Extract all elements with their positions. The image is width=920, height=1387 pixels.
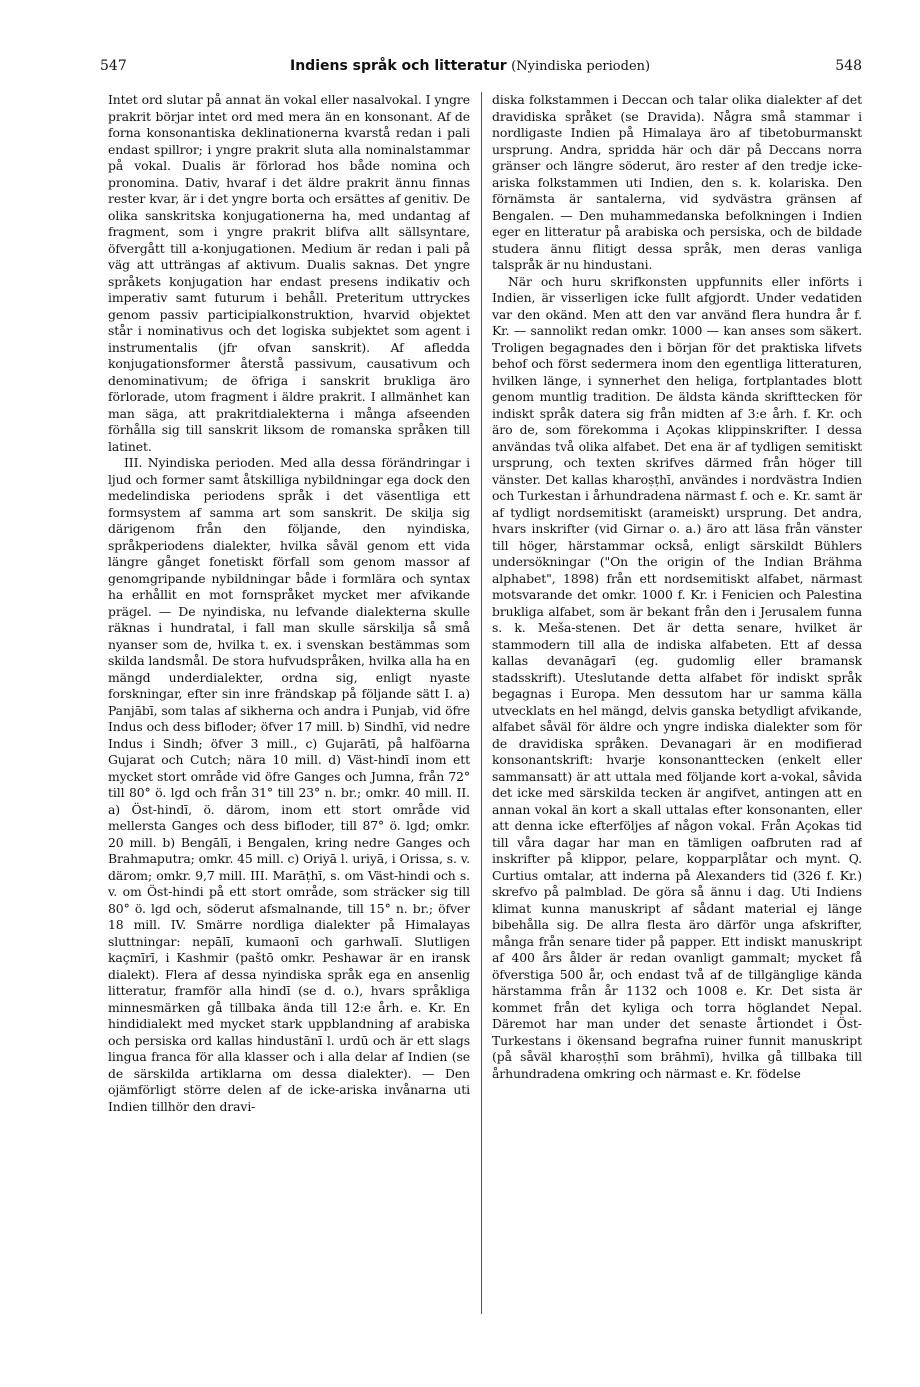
paragraph-prakrit-grammar: Intet ord slutar på annat än vokal eller nasalvokal. I yngre prakrit börjar intet ord med mera än en konsonant. Af de forna konsonantiska deklinationerna kvarstå redan i pali endast spillror; i yngre prakrit sluta alla nominalstammar på vokal. Dualis är förlorad hos både nomina och pronomina. Dativ, hvaraf i det äldre prakrit ännu finnas rester kvar, är i det yngre borta och ersättes af genitiv. De olika sanskritska konjugationerna ha, med undantag af fragment, som i yngre prakrit blifva allt sällsyntare, öfvergått till a-konjugationen. Medium är redan i pali på väg att utträngas af aktivum. Dualis saknas. Det yngre språkets konjugation har endast presens indikativ och imperativ samt futurum i behåll. Preteritum uttryckes genom passiv participialkonstruktion, hvarvid objektet står i nominativus och det logiska subjektet som agent i instrumentalis (jfr ofvan sanskrit). Af afledda konjugationsformer återstå passivum, causativum och denominativum; de öfriga i sanskrit brukliga äro förlorade, utom fragment i äldre prakrit. I allmänhet kan man säga, att prakritdialekterna i många afseenden förhålla sig till sanskrit liksom de romanska språken till latinet. [108, 92, 470, 454]
left-column [108, 92, 470, 1314]
running-header [100, 58, 862, 82]
paragraph-writing: När och huru skrifkonsten uppfunnits eller införts i Indien, är visserligen icke fullt afgjordt. Under vedatiden var den okänd. Men att den var använd flera hundra år f. Kr. — sannolikt redan omkr. 1000 — kan anses som säkert. Troligen begagnades den i början för det praktiska lifvets behof och först sedermera inom den egentliga litteraturen, hvilken länge, i synnerhet den heliga, fortplantades blott genom muntlig tradition. De äldsta kända skrifttecken för indiskt språk datera sig från midten af 3:e årh. f. Kr. och äro de, som förekomma i Açokas klippinskrifter. I dessa användas två olika alfabet. Det ena är af tydligen semitiskt ursprung, och texten skrifves därmed från höger till vänster. Det kallas kharoṣṭhī, användes i nordvästra Indien och Turkestan i århundradena närmast f. och e. Kr. samt är af tydligt nordsemitiskt (arameiskt) ursprung. Det andra, hvars inskrifter (vid Girnar o. a.) äro att läsa från vänster till höger, härstammar också, enligt särskildt Bühlers undersökningar ("On the origin of the Indian Brähma alphabet", 1898) från ett nordsemitiskt alfabet, närmast motsvarande det omkr. 1000 f. Kr. i Fenicien och Palestina brukliga alfabet, som är bekant från den i Jerusalem funna s. k. Meša-stenen. Det är detta senare, hvilket är stammodern till alla de indiska alfabeten. Ett af dessa kallas devanāgarī (eg. gudomlig eller bramansk stadsskrift). Uteslutande detta alfabet för indiskt språk begagnas i Europa. Men dessutom har ur samma källa utvecklats en hel mängd, delvis ganska betydligt afvikande, alfabet såväl för äldre och yngre indiska dialekter som för de dravidiska språken. Devanagari är en modifierad konsonantskrift: hvarje konsonanttecken (enkelt eller sammansatt) är att uttala med följande kort a-vokal, såvida det icke med särskilda tecken är angifvet, antingen att en annan vokal än kort a skall uttalas efter konsonanten, eller att denna icke efterföljes af någon vokal. Från Açokas tid till våra dagar har man en tämligen oafbruten rad af inskrifter på klippor, pelare, kopparplåtar och mynt. Q. Curtius omtalar, att inderna på Alexanders tid (326 f. Kr.) skrefvo på palmblad. De göra så ännu i dag. Uti Indiens klimat kunna manuskript af sådant material ej länge bibehålla sig. De allra flesta äro därför unga afskrifter, många från senare tider på papper. Ett indiskt manuskript af 400 års ålder är redan ovanligt gammalt; mycket få öfverstiga 500 år, och endast två af de tillgänglige kända härstamma från år 1132 och 1008 e. Kr. Det sista är kommet från det kyliga och torra höglandet Nepal. Däremot har man under det senaste årtiondet i Öst-Turkestans i ökensand begrafna ruiner funnit manuskript (på såväl kharoṣṭhī som brāhmī), hvilka gå tillbaka till århundradena omkring och närmast e. Kr. födelse [492, 273, 862, 1081]
running-title [290, 58, 650, 74]
paragraph-new-indian-period: III. Nyindiska perioden. Med alla dessa förändringar i ljud och former samt åtskilliga nybildningar ega dock den medelindiska periodens språk i det väsentliga ett formsystem af samma art som sanskrit. De skilja sig därigenom från den följande, den nyindiska, språkperiodens dialekter, hvilka såväl genom ett vida längre gånget fonetiskt förfall som genom massor af genomgripande nybildningar både i formlära och syntax ha erhållit en mot fornspråket mycket mer afvikande prägel. — De nyindiska, nu lefvande dialekterna skulle räknas i hundratal, i fall man skulle särskilja så små nyanser som de, hvilka t. ex. i svenskan bestämmas som skilda landsmål. De stora hufvudspråken, hvilka alla ha en mängd underdialekter, ordna sig, enligt nyaste forskningar, efter sin inre frändskap på följande sätt I. a) Panjābī, som talas af sikherna och andra i Punjab, vid öfre Indus och dess bifloder; öfver 17 mill. b) Sindhī, vid nedre Indus i Sindh; öfver 3 mill., c) Gujarātī, på halföarna Gujarat och Cutch; nära 10 mill. d) Väst-hindī inom ett mycket stort område vid öfre Ganges och Jumna, från 72° till 80° ö. lgd och från 31° till 23° n. br.; omkr. 40 mill. II. a) Öst-hindī, ö. därom, inom ett stort område vid mellersta Ganges och dess bifloder, till 87° ö. lgd; omkr. 20 mill. b) Bengālī, i Bengalen, kring nedre Ganges och Brahmaputra; omkr. 45 mill. c) Oriyā l. uriyā, i Orissa, s. v. därom; omkr. 9,7 mill. III. Marāṭhī, s. om Väst-hindi och s. v. om Öst-hindi på ett stort område, som sträcker sig till 80° ö. lgd och, söderut afsmalnande, till 15° n. br.; öfver 18 mill. IV. Smärre nordliga dialekter på Himalayas sluttningar: nepālī, kumaonī och garhwalī. Slutligen kaçmīrī, i Kashmir (paštō omkr. Peshawar är en iransk dialekt). Flera af dessa nyindiska språk ega en ansenlig litteratur, framför alla hindī (se d. o.), hvars språkliga minnesmärken gå tillbaka ända till 12:e årh. e. Kr. En hindidialekt med mycket stark uppblandning af arabiska och persiska ord kallas hindustānī l. urdū och är ett slags lingua franca för alla klasser och i alla delar af Indien (se de särskilda artiklarna om dessa dialekter). — Den ojämförligt större delen af de icke-ariska invånarna uti Indien tillhör den dravi- [108, 455, 470, 1114]
column-divider [481, 92, 482, 1314]
page-number-right: 548 [835, 58, 862, 74]
running-title-section: (Nyindiska perioden) [511, 59, 651, 74]
paragraph-dravidian: diska folkstammen i Deccan och talar olika dialekter af det dravidiska språket (se Dravida). Några små stammar i nordligaste Indien på Himalaya äro af tibetoburmanskt ursprung. Andra, spridda här och där på Deccans norra gränser och längre söderut, äro rester af den tredje icke-ariska folkstammen uti Indien, den s. k. kolariska. Den förnämsta är santalerna, vid sydvästra gränsen af Bengalen. — Den muhammedanska befolkningen i Indien eger en litteratur på arabiska och persiska, och de bildade studera ännu flitigt dessa språk, men deras vanliga talspråk är nu hindustani. [492, 92, 862, 272]
right-column [492, 92, 862, 1314]
page-number-left: 547 [100, 58, 127, 74]
running-title-main: Indiens språk och litteratur [290, 58, 507, 74]
